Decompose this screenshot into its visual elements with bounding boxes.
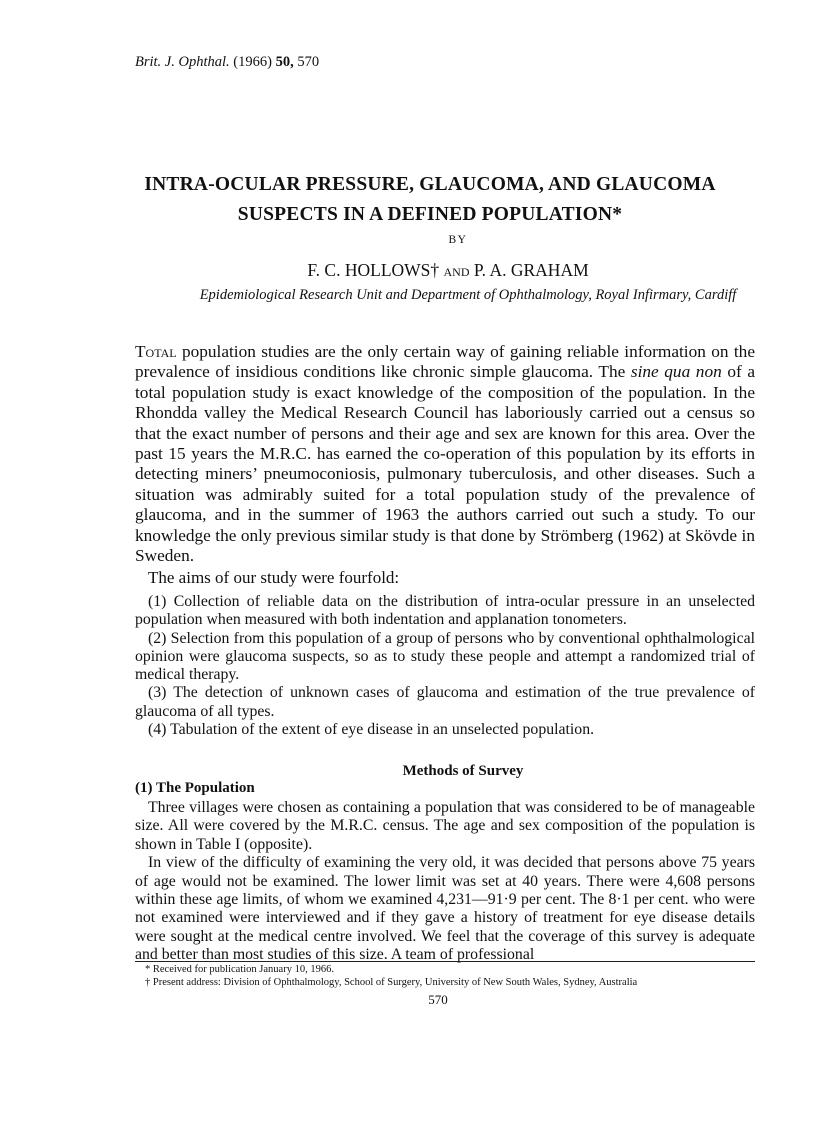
intro-text-b: of a total population study is exact knowledge of the composition of the population. In the Rhondda valley the Medical Research Council has laboriously carried out a census so that the exact number of persons and their age and sex are known for this area. Over the past 15 years the M.R.C. has earned the co-operation of this population by its efforts in detecting miners’ pneumoconiosis, pulmonary tuberculosis, and other diseases. Such a situation was admirably suited for a total population study of the prevalence of glaucoma, and in the summer of 1963 the authors carried out such a study. To our knowledge the only previous similar study is that done by Strömberg (1962) at Skövde in Sweden. bbox=[135, 362, 755, 566]
intro-italic-phrase: sine qua non bbox=[630, 362, 722, 382]
methods-paragraph-2: In view of the difficulty of examining the very old, it was decided that persons above 75 years of age would not be examined. The lower limit was set at 40 years. There were 4,608 persons within these age limits, of whom we examined 4,231—91·9 per cent. The 8·1 per cent. who were not examined were interviewed and if they gave a history of treatment for eye disease details were sought at the medical centre involved. We feel that the coverage of this survey is adequate and better than most studies of this size. A team of professional bbox=[135, 854, 755, 964]
footnote-address: † Present address: Division of Ophthalmology, School of Surgery, University of New South Wales, Sydney, Australia bbox=[145, 977, 638, 988]
article-title-line-2: SUSPECTS IN A DEFINED POPULATION* bbox=[237, 204, 623, 225]
methods-paragraph-1: Three villages were chosen as containing a population that was considered to be of manageable size. All were covered by the M.R.C. census. The age and sex composition of the population is shown in Table I (opposite). bbox=[135, 799, 755, 853]
footnote-received: * Received for publication January 10, 1966. bbox=[145, 964, 334, 975]
byline-by: BY bbox=[448, 234, 468, 246]
journal-citation bbox=[135, 54, 319, 71]
footnote-divider bbox=[135, 961, 755, 962]
journal-volume: 50, bbox=[275, 54, 294, 70]
aims-list bbox=[135, 593, 755, 739]
aims-intro: The aims of our study were fourfold: bbox=[148, 568, 400, 587]
author-names bbox=[0, 260, 816, 281]
methods-body bbox=[135, 799, 755, 965]
aim-item-2: (2) Selection from this population of a group of persons who by conventional ophthalmological opinion were glaucoma suspects, so as to study these people and attempt a randomized trial of medical therapy. bbox=[135, 629, 755, 684]
page-number: 570 bbox=[428, 992, 448, 1007]
author-2: P. A. GRAHAM bbox=[473, 260, 589, 280]
intro-paragraph bbox=[135, 342, 755, 566]
subheading-population: (1) The Population bbox=[135, 780, 255, 796]
intro-lead-word: Total bbox=[135, 342, 177, 361]
journal-year: (1966) bbox=[233, 54, 272, 70]
intro-text-a: population studies are the only certain way of gaining reliable information on the prevalence of insidious conditions like chronic simple glaucoma. The bbox=[135, 342, 755, 382]
aim-item-3: (3) The detection of unknown cases of glaucoma and estimation of the true prevalence of glaucoma of all types. bbox=[135, 684, 755, 720]
author-and: AND bbox=[443, 265, 470, 279]
aim-item-1: (1) Collection of reliable data on the distribution of intra-ocular pressure in an unselected population when measured with both indentation and applanation tonometers. bbox=[135, 593, 755, 629]
author-affiliation: Epidemiological Research Unit and Department of Ophthalmology, Royal Infirmary, Cardiff bbox=[199, 287, 737, 303]
author-1: F. C. HOLLOWS† bbox=[307, 260, 440, 280]
footnotes bbox=[145, 963, 765, 989]
aim-item-4: (4) Tabulation of the extent of eye disease in an unselected population. bbox=[148, 721, 595, 739]
journal-name: Brit. J. Ophthal. bbox=[135, 54, 230, 70]
journal-page: 570 bbox=[297, 54, 320, 70]
article-title-line-1: INTRA-OCULAR PRESSURE, GLAUCOMA, AND GLAUCOMA bbox=[144, 174, 716, 195]
section-heading-methods: Methods of Survey bbox=[402, 763, 524, 779]
